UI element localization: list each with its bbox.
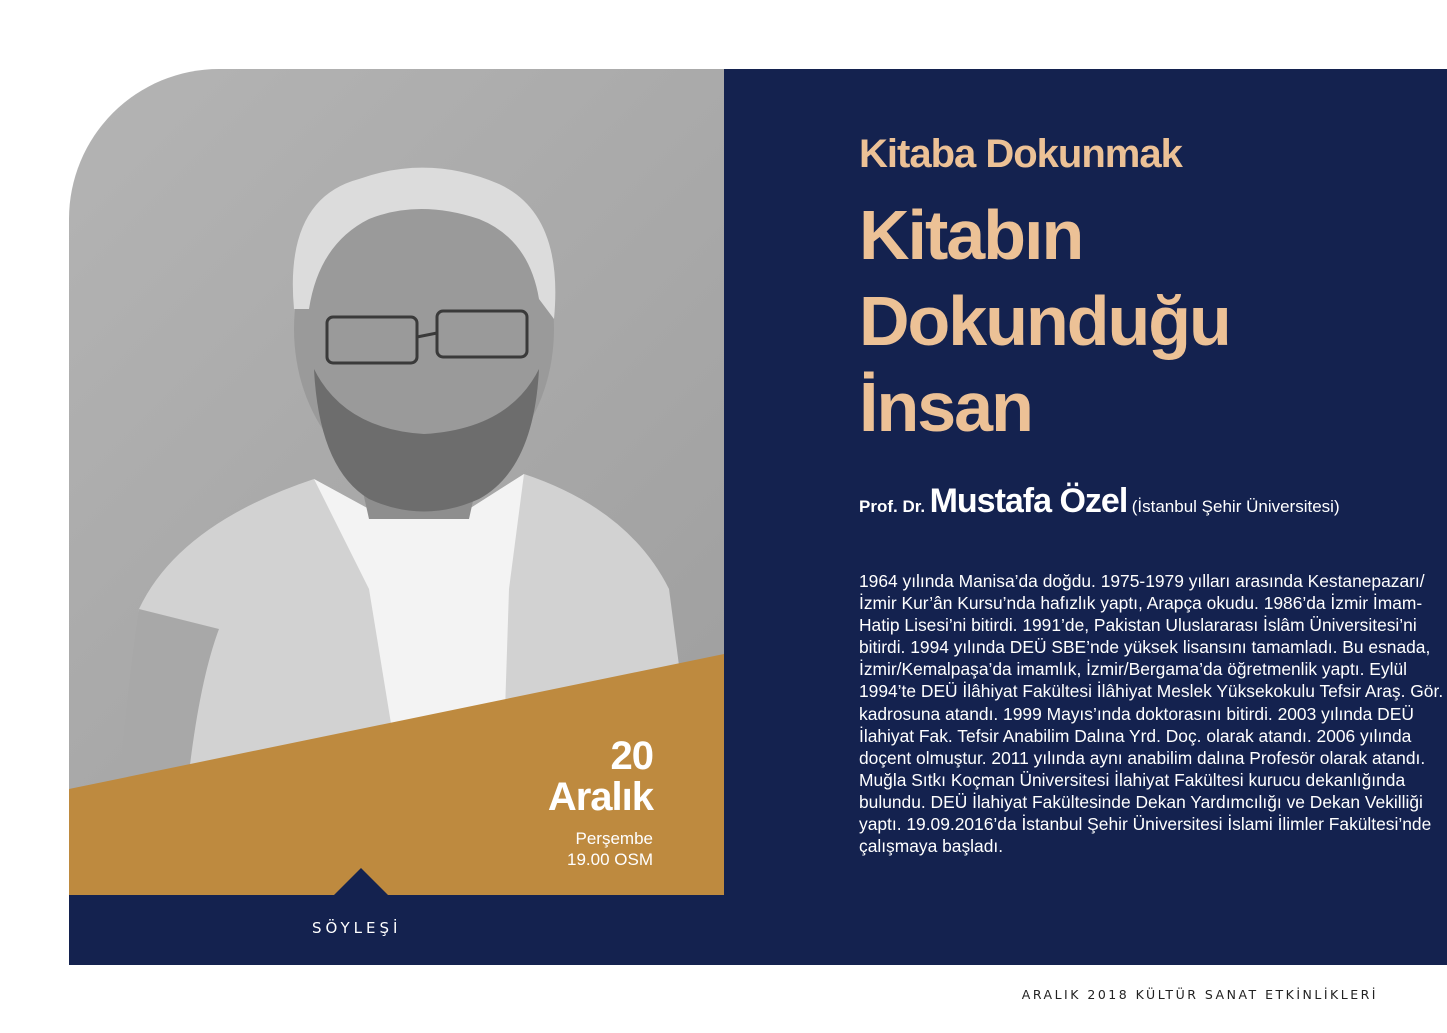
speaker-bio: 1964 yılında Manisa’da doğdu. 1975-1979 yılları arasında Kestanepazarı/İzmir Kur’ân Kursu’nda hafızlık yaptı, Arapça okudu. 1986’da İzmir İmam-Hatip Lisesi’ni bitirdi. 1991’de, Pakistan Uluslararası İslâm Üniversitesi’ni bitirdi. 1994 yılında DEÜ SBE’nde yüksek lisansını tamamladı. Bu esnada, İzmir/Kemalpaşa’da imamlık, İzmir/Bergama’da öğretmenlik yaptı. Eylül 1994’te DEÜ İlâhiyat Fakültesi İlâhiyat Meslek Yüksekokulu Tefsir Araş. Gör. kadrosuna atandı. 1999 Mayıs’ında doktorasını bitirdi. 2003 yılında DEÜ İlahiyat Fak. Tefsir Anabilim Dalına Yrd. Doç. olarak atandı. 2006 yılında doçent olmuştur. 2011 yılında aynı anabilim dalına Profesör olarak atandı. Muğla Sıtkı Koçman Üniversitesi İlahiyat Fakültesi kurucu dekanlığında bulundu. DEÜ İlahiyat Fakültesinde Dekan Yardımcılığı ve Dekan Vekilliği yaptı. 19.09.2016’da İstanbul Şehir Üniversitesi İslami İlimler Fakültesi’nde çalışmaya başladı. [859, 571, 1444, 857]
event-info-panel [724, 69, 1447, 965]
footer-caption: ARALIK 2018 KÜLTÜR SANAT ETKİNLİKLERİ [1021, 987, 1378, 1002]
event-title: Kitabın Dokunduğu İnsan [859, 196, 1230, 446]
speaker-photo-panel [69, 69, 724, 895]
series-title: Kitaba Dokunmak [859, 132, 1182, 176]
event-poster [69, 69, 1447, 965]
event-time: 19.00 OSM [567, 850, 653, 869]
event-category: SÖYLEŞİ [312, 919, 402, 937]
speaker-title: Prof. Dr. [859, 497, 926, 516]
speaker-name: Mustafa Özel [929, 482, 1128, 520]
event-day: 20 [610, 734, 653, 778]
speaker-line [859, 482, 1340, 521]
event-month: Aralık [547, 775, 653, 819]
event-weekday: Perşembe [575, 829, 653, 848]
triangle-pointer-icon [333, 868, 389, 896]
speaker-affiliation: (İstanbul Şehir Üniversitesi) [1131, 497, 1340, 516]
